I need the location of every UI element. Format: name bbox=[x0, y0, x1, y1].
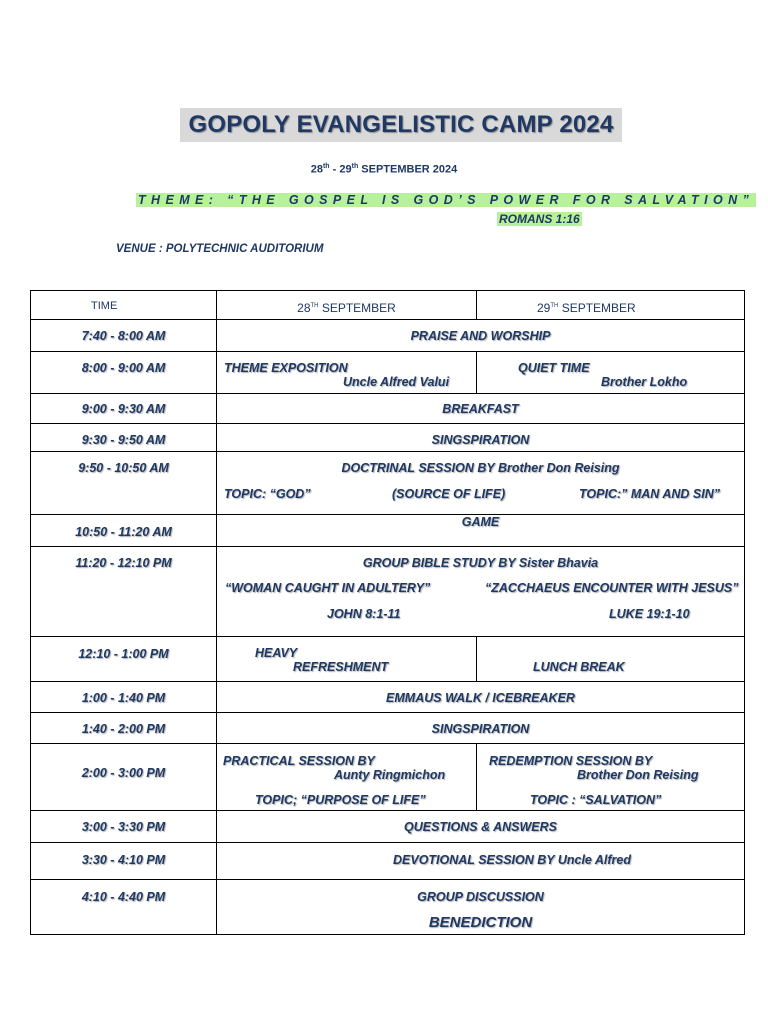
row-time: 11:20 - 12:10 PM bbox=[75, 556, 172, 570]
day2-topic: TOPIC : “SALVATION” bbox=[530, 793, 662, 807]
table-row bbox=[31, 394, 745, 424]
study-ref-day1: JOHN 8:1-11 bbox=[327, 607, 401, 621]
row-time: 2:00 - 3:00 PM bbox=[81, 766, 166, 780]
row-time: 12:10 - 1:00 PM bbox=[78, 647, 169, 661]
day2-suffix: TH bbox=[550, 303, 559, 309]
topic-day1: TOPIC: “GOD” bbox=[224, 487, 311, 501]
activity-cell bbox=[217, 515, 745, 547]
time-cell bbox=[31, 547, 217, 637]
activity-cell bbox=[217, 713, 745, 744]
time-cell bbox=[31, 682, 217, 713]
day1-activity-a: HEAVY bbox=[255, 646, 298, 660]
time-column-header: TIME bbox=[91, 300, 118, 312]
table-row bbox=[31, 637, 745, 682]
table-row bbox=[31, 713, 745, 744]
table-row bbox=[31, 424, 745, 452]
table-row bbox=[31, 843, 745, 880]
day2-number: 29 bbox=[537, 301, 551, 315]
page-title: GOPOLY EVANGELISTIC CAMP 2024 bbox=[188, 111, 614, 138]
row-time: 7:40 - 8:00 AM bbox=[81, 329, 166, 343]
row-time: 4:10 - 4:40 PM bbox=[81, 890, 166, 904]
venue: VENUE : POLYTECHNIC AUDITORIUM bbox=[116, 243, 324, 255]
row-time: 9:00 - 9:30 AM bbox=[81, 402, 166, 416]
activity-cell bbox=[217, 682, 745, 713]
row-activity: GROUP BIBLE STUDY BY Sister Bhavia bbox=[362, 556, 599, 570]
row-time: 1:40 - 2:00 PM bbox=[81, 722, 166, 736]
time-cell bbox=[31, 394, 217, 424]
header-day2-cell bbox=[477, 291, 745, 320]
activity-cell bbox=[217, 880, 745, 935]
time-cell bbox=[31, 744, 217, 811]
activity-cell bbox=[217, 843, 745, 880]
table-row bbox=[31, 515, 745, 547]
date-separator: - bbox=[329, 163, 340, 176]
topic-subtitle: (SOURCE OF LIFE) bbox=[392, 487, 506, 501]
day2-activity: LUNCH BREAK bbox=[533, 660, 625, 674]
table-row bbox=[31, 744, 745, 811]
header-day1-cell bbox=[217, 291, 477, 320]
row-time: 9:50 - 10:50 AM bbox=[78, 461, 169, 475]
schedule-table bbox=[30, 290, 745, 935]
day1-suffix: TH bbox=[310, 303, 319, 309]
row-activity: QUESTIONS & ANSWERS bbox=[403, 820, 558, 834]
time-cell bbox=[31, 637, 217, 682]
activity-cell bbox=[217, 452, 745, 515]
time-cell bbox=[31, 880, 217, 935]
day2-speaker: Brother Don Reising bbox=[577, 768, 699, 782]
scripture-reference: ROMANS 1:16 bbox=[499, 212, 580, 226]
day2-cell bbox=[477, 637, 745, 682]
camp-theme: THEME: “THE GOSPEL IS GOD’S POWER FOR SALVATION” bbox=[138, 193, 755, 207]
event-dates bbox=[0, 163, 768, 176]
row-activity: PRAISE AND WORSHIP bbox=[410, 329, 551, 343]
date-end-day: 29 bbox=[339, 163, 352, 176]
row-activity: BREAKFAST bbox=[442, 402, 519, 416]
row-activity: GAME bbox=[461, 515, 500, 529]
activity-cell bbox=[217, 547, 745, 637]
activity-cell bbox=[217, 394, 745, 424]
day1-activity-b: REFRESHMENT bbox=[293, 660, 389, 674]
table-row bbox=[31, 352, 745, 394]
time-cell bbox=[31, 811, 217, 843]
row-activity: SINGSPIRATION bbox=[431, 433, 530, 447]
day1-session: PRACTICAL SESSION BY bbox=[223, 754, 375, 768]
day1-speaker: Uncle Alfred Valui bbox=[343, 375, 450, 389]
table-header-row bbox=[31, 291, 745, 320]
table-row bbox=[31, 811, 745, 843]
day1-month: SEPTEMBER bbox=[318, 301, 396, 315]
row-activity: EMMAUS WALK / ICEBREAKER bbox=[386, 691, 575, 705]
day2-session: QUIET TIME bbox=[518, 361, 590, 375]
table-row bbox=[31, 682, 745, 713]
time-cell bbox=[31, 352, 217, 394]
row-activity: DEVOTIONAL SESSION BY Uncle Alfred bbox=[393, 853, 632, 867]
day2-cell bbox=[477, 352, 745, 394]
day2-column-header bbox=[537, 301, 636, 315]
day2-cell bbox=[477, 744, 745, 811]
time-cell bbox=[31, 424, 217, 452]
date-month-year: SEPTEMBER 2024 bbox=[358, 163, 458, 176]
date-end-suffix: th bbox=[351, 163, 359, 170]
benediction: BENEDICTION bbox=[428, 914, 533, 931]
study-day1: “WOMAN CAUGHT IN ADULTERY” bbox=[225, 581, 431, 595]
row-activity: SINGSPIRATION bbox=[431, 722, 530, 736]
activity-cell bbox=[217, 424, 745, 452]
table-row bbox=[31, 320, 745, 352]
date-start-suffix: th bbox=[322, 163, 330, 170]
day1-column-header bbox=[217, 301, 476, 315]
row-time: 3:30 - 4:10 PM bbox=[81, 853, 166, 867]
study-ref-day2: LUKE 19:1-10 bbox=[609, 607, 690, 621]
row-time: 8:00 - 9:00 AM bbox=[81, 361, 166, 375]
topic-day2: TOPIC:” MAN AND SIN” bbox=[579, 487, 720, 501]
day2-speaker: Brother Lokho bbox=[601, 375, 688, 389]
row-time: 1:00 - 1:40 PM bbox=[81, 691, 166, 705]
activity-cell bbox=[217, 811, 745, 843]
time-cell bbox=[31, 713, 217, 744]
day1-cell bbox=[217, 744, 477, 811]
day1-speaker: Aunty Ringmichon bbox=[334, 768, 446, 782]
row-time: 3:00 - 3:30 PM bbox=[81, 820, 166, 834]
day1-session: THEME EXPOSITION bbox=[224, 361, 348, 375]
row-activity: GROUP DISCUSSION bbox=[417, 890, 544, 904]
day1-number: 28 bbox=[297, 301, 311, 315]
table-row bbox=[31, 880, 745, 935]
day2-session: REDEMPTION SESSION BY bbox=[489, 754, 653, 768]
study-day2: “ZACCHAEUS ENCOUNTER WITH JESUS” bbox=[485, 581, 739, 595]
day1-topic: TOPIC; “PURPOSE OF LIFE” bbox=[255, 793, 426, 807]
header-time-cell bbox=[31, 291, 217, 320]
time-cell bbox=[31, 452, 217, 515]
day2-month: SEPTEMBER bbox=[558, 301, 636, 315]
row-time: 9:30 - 9:50 AM bbox=[81, 433, 166, 447]
table-row bbox=[31, 452, 745, 515]
row-activity: DOCTRINAL SESSION BY Brother Don Reising bbox=[341, 461, 620, 475]
row-time: 10:50 - 11:20 AM bbox=[75, 525, 172, 539]
date-start-day: 28 bbox=[310, 163, 323, 176]
time-cell bbox=[31, 515, 217, 547]
table-row bbox=[31, 547, 745, 637]
time-cell bbox=[31, 843, 217, 880]
day1-cell bbox=[217, 637, 477, 682]
activity-cell bbox=[217, 320, 745, 352]
time-cell bbox=[31, 320, 217, 352]
day1-cell bbox=[217, 352, 477, 394]
